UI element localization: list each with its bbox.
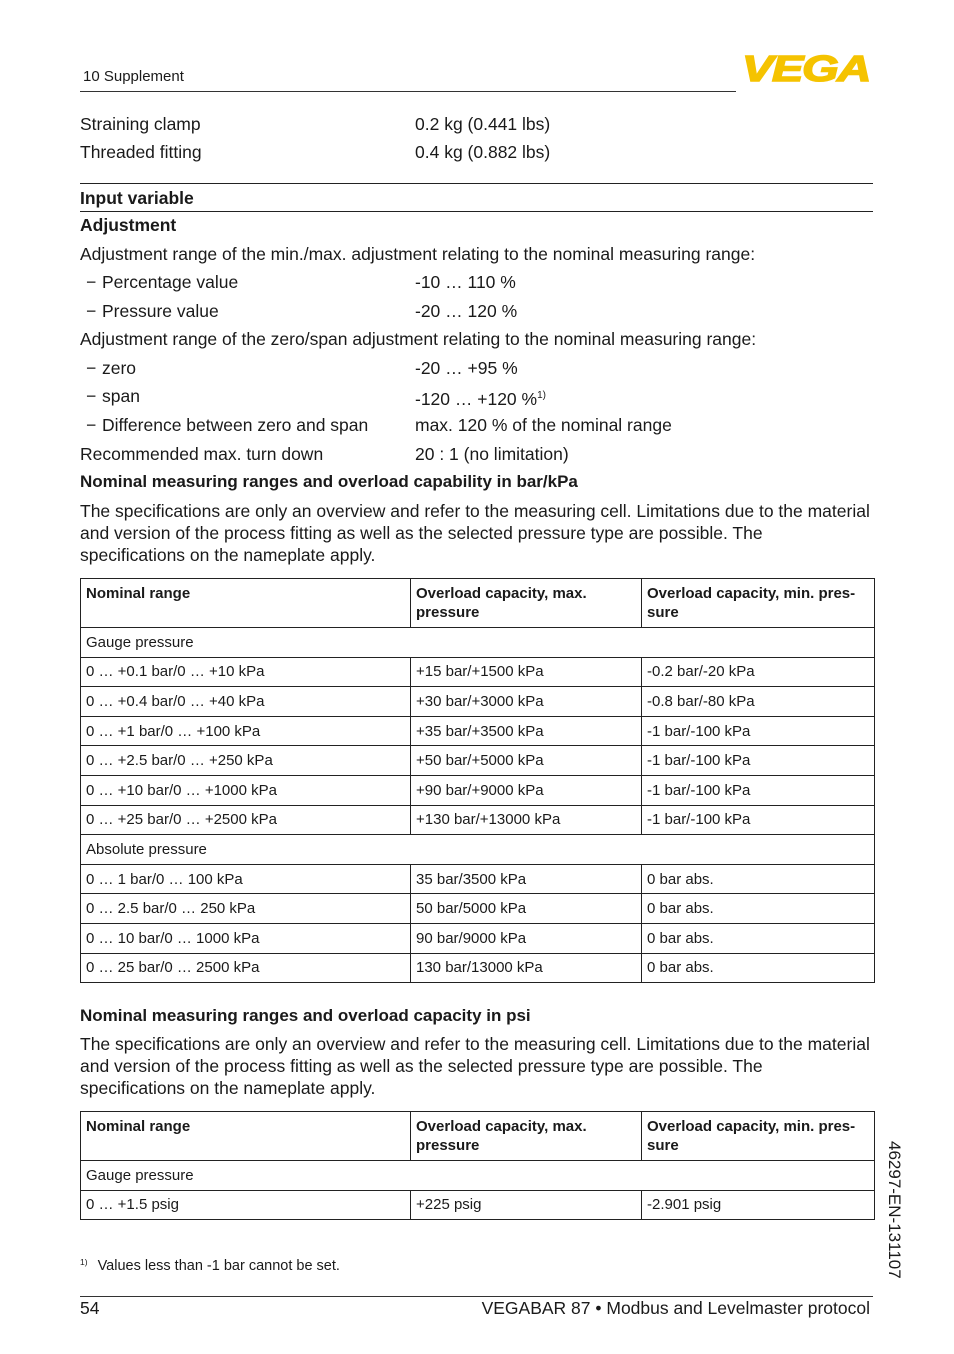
column-header: Overload capacity, max. pressure: [411, 579, 642, 628]
logo-text: VEGA: [742, 52, 870, 84]
vega-logo: [742, 52, 872, 84]
footnote-ref: 1): [537, 390, 546, 401]
table-row: 0 … +25 bar/0 … +2500 kPa +130 bar/+13000 kPa -1 bar/-100 kPa: [81, 805, 875, 835]
table-group-row: Gauge pressure: [81, 1161, 875, 1191]
footer-title: VEGABAR 87 • Modbus and Levelmaster protocol: [481, 1298, 870, 1318]
table-row: 0 … +2.5 bar/0 … +250 kPa +50 bar/+5000 kPa -1 bar/-100 kPa: [81, 746, 875, 776]
running-header-section: 10 Supplement: [83, 68, 184, 85]
footnote: $^{1)}$ Values less than -1 bar cannot be set.: [80, 1257, 340, 1274]
table-psi: [80, 1111, 875, 1220]
footer-rule: [80, 1296, 873, 1297]
table-bar-kpa: [80, 578, 875, 983]
table-row: 0 … 2.5 bar/0 … 250 kPa 50 bar/5000 kPa 0 bar abs.: [81, 894, 875, 924]
header-rule: [80, 91, 736, 92]
table-header-row: [81, 579, 875, 628]
column-header: Nominal range: [81, 579, 411, 628]
column-header: Overload capacity, min. pres-sure: [642, 1112, 875, 1161]
column-header: Overload capacity, max. pressure: [411, 1112, 642, 1161]
column-header: Overload capacity, min. pres-sure: [642, 579, 875, 628]
document-id-vertical: 46297-EN-131107: [885, 1141, 904, 1279]
note-bar-kpa: The specifications are only an overview and refer to the measuring cell. Limitations due to the material and version of the process fitting as well as the selected pressure type are possible. The specifications on the nameplate apply.: [80, 501, 870, 565]
table-row: 0 … +1.5 psig +225 psig -2.901 psig: [81, 1190, 875, 1220]
table-group-row: Gauge pressure: [81, 628, 875, 658]
page-number: 54: [80, 1298, 100, 1318]
section-rule-top: [80, 183, 873, 184]
table-group-row: Absolute pressure: [81, 835, 875, 865]
column-header: Nominal range: [81, 1112, 411, 1161]
table-row: 0 … +10 bar/0 … +1000 kPa +90 bar/+9000 kPa -1 bar/-100 kPa: [81, 775, 875, 805]
table-row: 0 … +1 bar/0 … +100 kPa +35 bar/+3500 kPa -1 bar/-100 kPa: [81, 716, 875, 746]
table-row: 0 … 10 bar/0 … 1000 kPa 90 bar/9000 kPa 0 bar abs.: [81, 923, 875, 953]
table-row: 0 … 1 bar/0 … 100 kPa 35 bar/3500 kPa 0 bar abs.: [81, 864, 875, 894]
section-rule-bottom: [80, 211, 873, 212]
table-row: 0 … 25 bar/0 … 2500 kPa 130 bar/13000 kPa 0 bar abs.: [81, 953, 875, 983]
note-psi: The specifications are only an overview and refer to the measuring cell. Limitations due to the material and version of the process fitting as well as the selected pressure type are possible. The specifications on the nameplate apply.: [80, 1034, 870, 1098]
table-row: 0 … +0.1 bar/0 … +10 kPa +15 bar/+1500 kPa -0.2 bar/-20 kPa: [81, 657, 875, 687]
table-header-row: [81, 1112, 875, 1161]
table-row: 0 … +0.4 bar/0 … +40 kPa +30 bar/+3000 kPa -0.8 bar/-80 kPa: [81, 687, 875, 717]
